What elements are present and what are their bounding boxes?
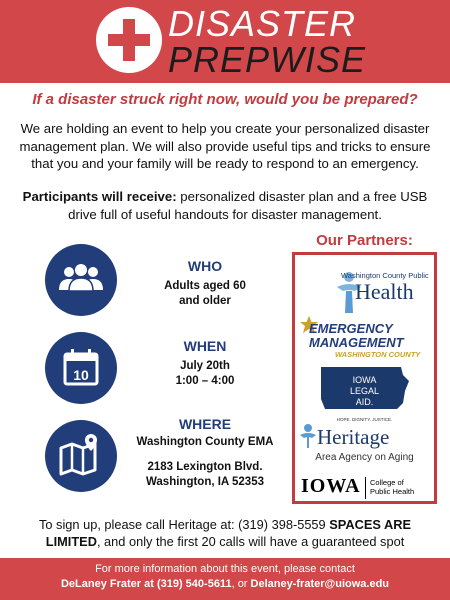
when-label: WHEN bbox=[183, 338, 227, 354]
ema-line-1: EMERGENCY bbox=[309, 321, 393, 336]
legal-line-1: IOWA bbox=[352, 375, 377, 385]
signup-text bbox=[14, 516, 436, 550]
signup-bold: SPACES ARE LIMITED bbox=[45, 517, 412, 549]
medical-cross-icon bbox=[96, 7, 162, 73]
where-label: WHERE bbox=[178, 416, 232, 432]
header-banner bbox=[0, 0, 450, 83]
receive-text: personalized disaster plan and a free USB drive full of useful handouts for disaster management. bbox=[68, 189, 428, 222]
partners-title: Our Partners: bbox=[316, 232, 413, 249]
footer-banner bbox=[0, 558, 450, 600]
legal-text bbox=[317, 375, 412, 408]
where-address bbox=[120, 460, 290, 490]
intro-paragraph: We are holding an event to help you create your personalized disaster management plan. We will also provide useful tips and tricks to ensure that you and your family will be ready to respond to an emergency. bbox=[19, 121, 431, 171]
legal-tagline: HOPE. DIGNITY. JUSTICE. bbox=[336, 417, 393, 422]
heritage-sub: Area Agency on Aging bbox=[315, 452, 414, 463]
legal-line-3: AID. bbox=[355, 397, 374, 407]
title-line-1: DISASTER bbox=[168, 3, 357, 44]
receive-paragraph bbox=[18, 188, 432, 223]
who-line-1: Adults aged 60 bbox=[164, 280, 246, 292]
where-line-3: Washington, IA 52353 bbox=[145, 476, 264, 488]
health-small-text: Washington County Public bbox=[341, 271, 429, 280]
when-line-2: 1:00 – 4:00 bbox=[175, 375, 235, 387]
iowa-college-line-1: College of bbox=[370, 478, 404, 487]
when-text bbox=[125, 359, 285, 389]
iowa-college-logo bbox=[301, 475, 428, 501]
when-line-1: July 20th bbox=[180, 360, 230, 372]
signup-part-1: To sign up, please call Heritage at: (319) 398-5559 bbox=[38, 517, 330, 532]
iowa-divider bbox=[365, 477, 366, 499]
emergency-management-logo bbox=[299, 319, 430, 361]
footer-email[interactable]: Delaney-frater@uiowa.edu bbox=[250, 578, 390, 590]
title-line-2: PREPWISE bbox=[168, 39, 367, 80]
iowa-college-text bbox=[370, 478, 430, 496]
headline-question: If a disaster struck right now, would you be prepared? bbox=[32, 91, 418, 108]
ema-line-3: WASHINGTON COUNTY bbox=[335, 350, 421, 359]
who-line-2: and older bbox=[179, 295, 231, 307]
receive-label: Participants will receive: bbox=[22, 189, 177, 204]
who-section bbox=[125, 258, 285, 309]
calendar-icon bbox=[45, 332, 117, 404]
health-big-text: Health bbox=[355, 279, 414, 304]
people-icon bbox=[45, 244, 117, 316]
footer-line-1: For more information about this event, please contact bbox=[95, 563, 355, 575]
heritage-logo bbox=[295, 425, 434, 470]
who-text bbox=[125, 279, 285, 309]
signup-part-2: , and only the first 20 calls will have a guaranteed spot bbox=[96, 534, 405, 549]
heritage-name: Heritage bbox=[317, 425, 390, 449]
iowa-college-line-2: Public Health bbox=[370, 487, 415, 496]
footer-contact: DeLaney Frater at (319) 540-5611 bbox=[60, 578, 232, 590]
calendar-number: 10 bbox=[73, 367, 89, 383]
where-line-2: 2183 Lexington Blvd. bbox=[147, 461, 263, 473]
footer-line-2 bbox=[0, 577, 450, 592]
partners-box bbox=[292, 252, 437, 504]
iowa-wordmark: IOWA bbox=[301, 475, 361, 497]
iowa-legal-aid-logo bbox=[317, 363, 412, 425]
map-icon bbox=[45, 420, 117, 492]
ema-line-2: MANAGEMENT bbox=[309, 335, 404, 350]
washington-county-health-logo bbox=[295, 263, 434, 315]
where-venue: Washington County EMA bbox=[136, 436, 274, 448]
legal-line-2: LEGAL bbox=[349, 386, 380, 396]
heritage-figure-icon bbox=[297, 423, 319, 449]
footer-or: , or bbox=[231, 578, 251, 590]
where-section bbox=[120, 416, 290, 490]
who-label: WHO bbox=[187, 258, 223, 274]
when-section bbox=[125, 338, 285, 389]
